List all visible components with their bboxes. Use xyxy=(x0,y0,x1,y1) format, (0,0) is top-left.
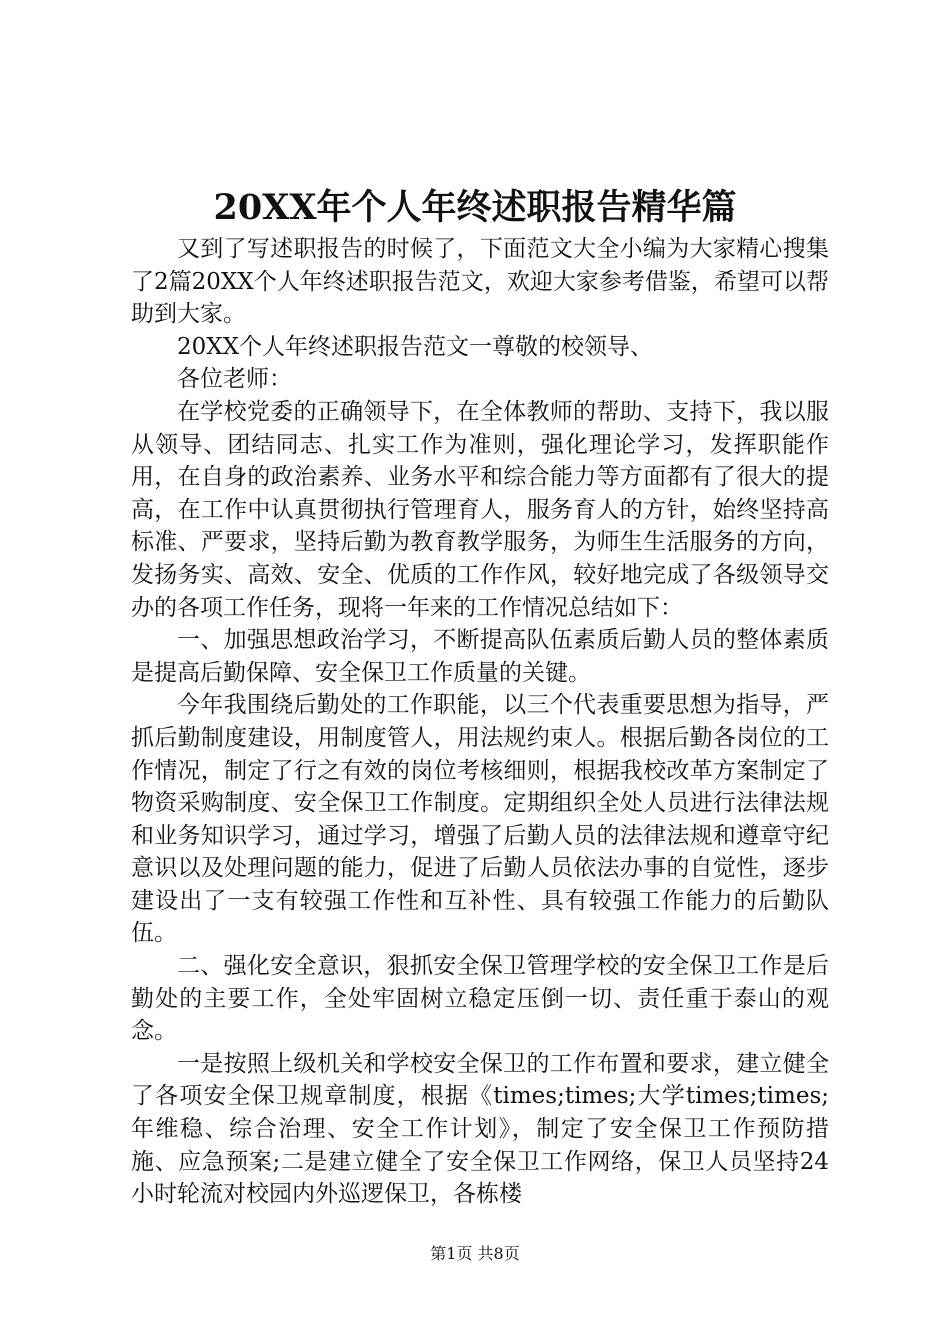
document-title: 20XX年个人年终述职报告精华篇 xyxy=(213,187,737,228)
paragraph-overview: 在学校党委的正确领导下，在全体教师的帮助、支持下，我以服从领导、团结同志、扎实工作为准则，强化理论学习，发挥职能作用，在自身的政治素养、业务水平和综合能力等方面都有了很大的提高，在工作中认真贯彻执行管理育人，服务育人的方针，始终坚持高标准、严要求，坚持后勤为教育教学服务，为师生生活服务的方向，发扬务实、高效、安全、优质的工作作风，较好地完成了各级领导交办的各项工作任务，现将一年来的工作情况总结如下： xyxy=(131,398,829,621)
paragraph-intro: 又到了写述职报告的时候了，下面范文大全小编为大家精心搜集了2篇20XX个人年终述职报告范文，欢迎大家参考借鉴，希望可以帮助到大家。 xyxy=(131,236,829,328)
document-body xyxy=(131,233,829,1211)
paragraph-section-one: 一、加强思想政治学习，不断提高队伍素质后勤人员的整体素质是提高后勤保障、安全保卫工作质量的关键。 xyxy=(131,627,829,686)
paragraph-report-heading: 20XX个人年终述职报告范文一尊敬的校领导、 xyxy=(177,333,654,360)
paragraph-section-two: 二、强化安全意识，狠抓安全保卫管理学校的安全保卫工作是后勤处的主要工作，全处牢固树立稳定压倒一切、责任重于泰山的观念。 xyxy=(131,953,829,1045)
paragraph-section-two-detail: 一是按照上级机关和学校安全保卫的工作布置和要求，建立健全了各项安全保卫规章制度，根据《times;times;大学times;times;年维稳、综合治理、安全工作计划》，制定了安全保卫工作预防措施、应急预案;二是建立健全了安全保卫工作网络，保卫人员坚持24小时轮流对校园内外巡逻保卫，各栋楼 xyxy=(131,1050,829,1208)
page-footer: 第1页 共8页 xyxy=(430,1244,520,1263)
paragraph-salutation: 各位老师： xyxy=(177,366,292,393)
paragraph-section-one-detail: 今年我围绕后勤处的工作职能，以三个代表重要思想为指导，严抓后勤制度建设，用制度管人，用法规约束人。根据后勤各岗位的工作情况，制定了行之有效的岗位考核细则，根据我校改革方案制定了物资采购制度、安全保卫工作制度。定期组织全处人员进行法律法规和业务知识学习，通过学习，增强了后勤人员的法律法规和遵章守纪意识以及处理问题的能力，促进了后勤人员依法办事的自觉性，逐步建设出了一支有较强工作性和互补性、具有较强工作能力的后勤队伍。 xyxy=(131,692,829,947)
